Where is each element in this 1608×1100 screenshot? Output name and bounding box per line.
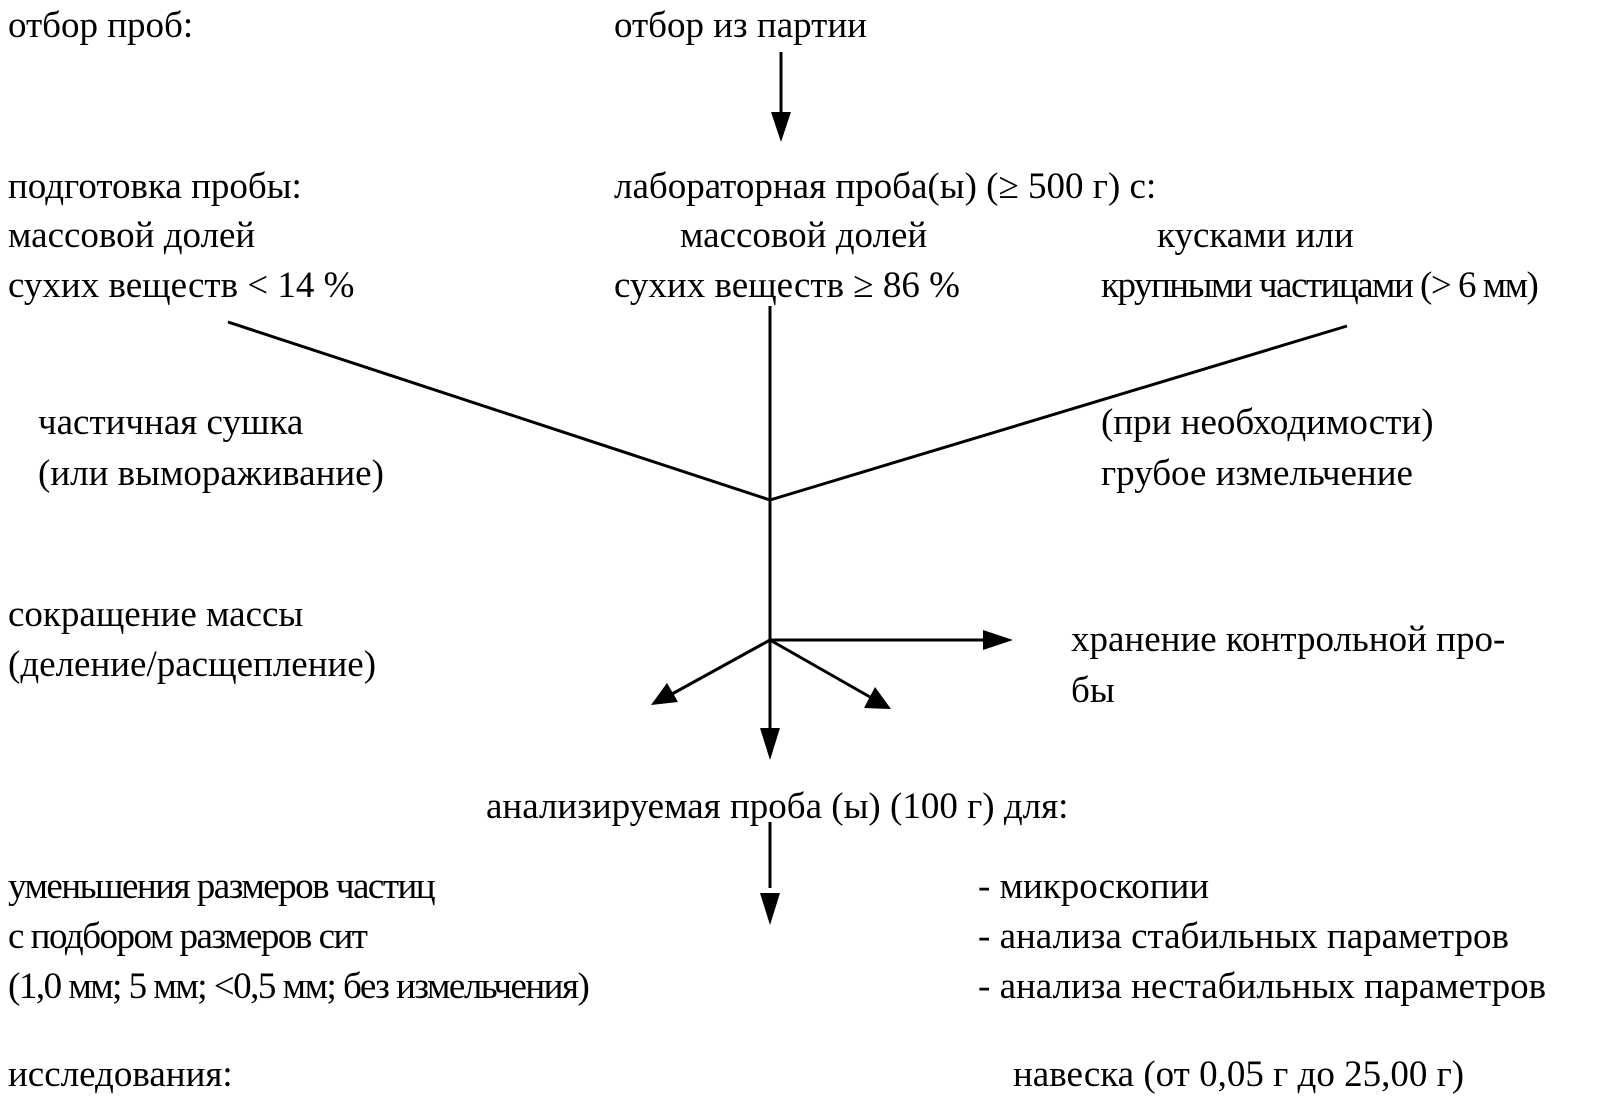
stage-label-preparation: подготовка пробы:	[8, 166, 302, 207]
particle-reduction-line-3: (1,0 мм; 5 мм; <0,5 мм; без измельчения)	[8, 966, 589, 1007]
reference-storage-line-2: бы	[1071, 670, 1115, 711]
low-dry-line-1: массовой долей	[8, 215, 256, 256]
analysis-microscopy: - микроскопии	[978, 866, 1210, 907]
arrowhead-split-down	[760, 728, 780, 760]
mass-reduction-line-2: (деление/расщепление)	[8, 644, 377, 685]
lumps-line-1: кусками или	[1157, 215, 1354, 256]
portion-label: навеска (от 0,05 г до 25,00 г)	[1013, 1054, 1465, 1095]
stage-label-research: исследования:	[8, 1054, 233, 1095]
arrowhead-analysis	[760, 893, 780, 925]
low-dry-line-2: сухих веществ < 14 %	[8, 265, 355, 306]
arrow-split-left	[672, 640, 770, 694]
arrowhead-split-right	[864, 687, 891, 709]
stage-label-sampling: отбор проб:	[8, 5, 194, 46]
arrow-split-right	[770, 640, 870, 697]
coarse-grinding-line-1: (при необходимости)	[1101, 402, 1434, 443]
coarse-grinding-line-2: грубое измельчение	[1101, 453, 1413, 494]
high-dry-line-1: массовой долей	[680, 215, 928, 256]
reference-storage-line-1: хранение контрольной про-	[1071, 619, 1506, 660]
mass-reduction-line-1: сокращение массы	[8, 594, 304, 635]
lot-sampling-label: отбор из партии	[614, 5, 867, 46]
particle-reduction-line-2: с подбором размеров сит	[8, 916, 367, 957]
arrowhead-storage	[983, 630, 1013, 650]
particle-reduction-line-1: уменьшения размеров частиц	[8, 866, 435, 907]
analysis-stable-params: - анализа стабильных параметров	[978, 916, 1510, 957]
lab-sample-title: лабораторная проба(ы) (≥ 500 г) с:	[614, 166, 1157, 207]
partial-drying-line-2: (или вымораживание)	[38, 453, 384, 494]
lumps-line-2: крупными частицами (> 6 мм)	[1101, 265, 1538, 306]
arrowhead-lab	[771, 112, 791, 142]
high-dry-line-2: сухих веществ ≥ 86 %	[614, 265, 960, 306]
analysis-unstable-params: - анализа нестабильных параметров	[978, 966, 1547, 1007]
partial-drying-line-1: частичная сушка	[38, 402, 304, 443]
analysis-sample-label: анализируемая проба (ы) (100 г) для:	[486, 786, 1069, 827]
